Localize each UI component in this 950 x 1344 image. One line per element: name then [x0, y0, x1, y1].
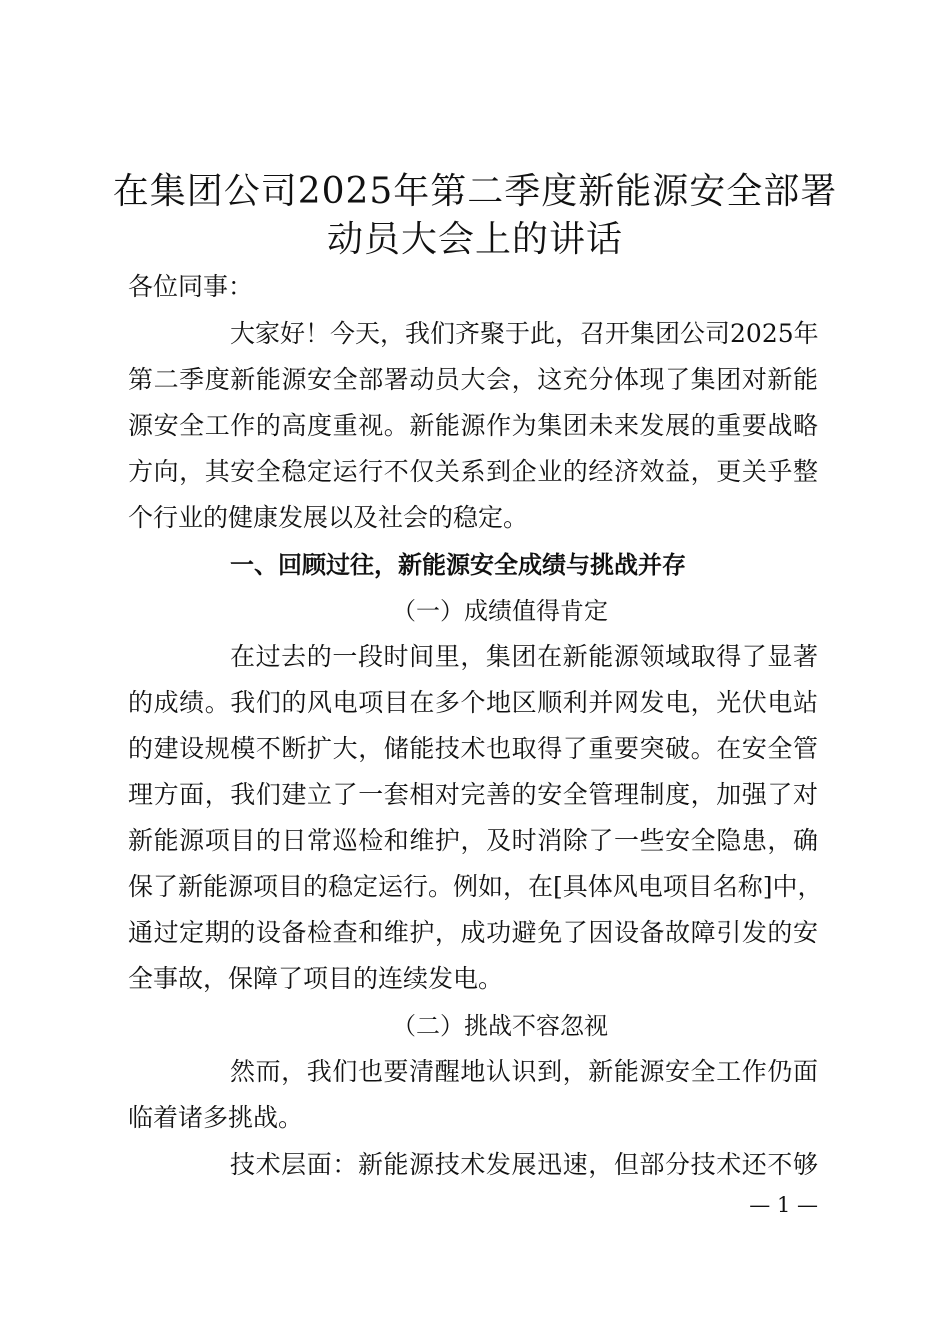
sub1-line-3: 的建设规模不断扩大，储能技术也取得了重要突破。在安全管	[128, 734, 818, 763]
sub2-line-2: 临着诸多挑战。	[128, 1103, 304, 1132]
page-number: — 1 —	[749, 1193, 818, 1217]
subsection-1-heading: （一）成绩值得肯定	[392, 597, 608, 625]
salutation: 各位同事：	[128, 272, 254, 301]
intro-line-4: 方向，其安全稳定运行不仅关系到企业的经济效益，更关乎整	[128, 457, 818, 486]
tech-line: 技术层面：新能源技术发展迅速，但部分技术还不够	[230, 1150, 818, 1179]
intro-line-1: 大家好！今天，我们齐聚于此，召开集团公司2025年	[230, 319, 819, 348]
title-line-2: 动员大会上的讲话	[326, 219, 623, 260]
intro-line-5: 个行业的健康发展以及社会的稳定。	[128, 503, 529, 532]
intro-line-3: 源安全工作的高度重视。新能源作为集团未来发展的重要战略	[128, 411, 818, 440]
sub1-line-2: 的成绩。我们的风电项目在多个地区顺利并网发电，光伏电站	[128, 688, 818, 717]
sub1-line-6: 保了新能源项目的稳定运行。例如，在[具体风电项目名称]中，	[128, 872, 823, 901]
intro-line-2: 第二季度新能源安全部署动员大会，这充分体现了集团对新能	[128, 365, 818, 394]
sub1-line-8: 全事故，保障了项目的连续发电。	[128, 964, 504, 993]
sub1-line-7: 通过定期的设备检查和维护，成功避免了因设备故障引发的安	[128, 918, 818, 947]
sub1-line-5: 新能源项目的日常巡检和维护，及时消除了一些安全隐患，确	[128, 826, 818, 855]
sub2-line-1: 然而，我们也要清醒地认识到，新能源安全工作仍面	[230, 1057, 818, 1086]
sub1-line-1: 在过去的一段时间里，集团在新能源领域取得了显著	[230, 642, 818, 671]
title-line-1: 在集团公司2025年第二季度新能源安全部署	[112, 171, 838, 212]
sub1-line-4: 理方面，我们建立了一套相对完善的安全管理制度，加强了对	[128, 780, 818, 809]
subsection-2-heading: （二）挑战不容忽视	[392, 1012, 608, 1040]
section-1-heading: 一、回顾过往，新能源安全成绩与挑战并存	[230, 551, 686, 579]
